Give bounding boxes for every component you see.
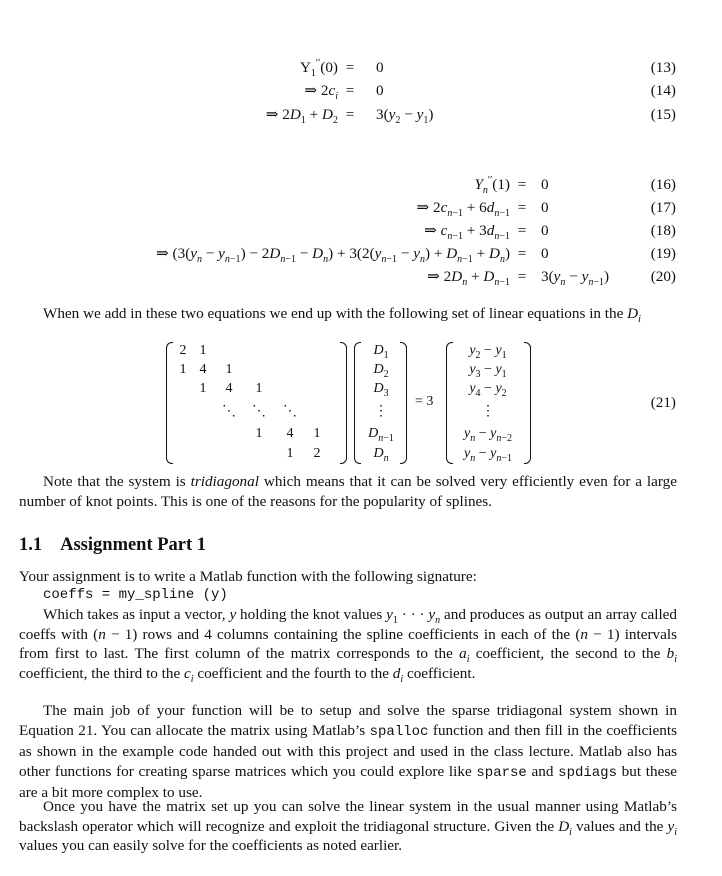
eq-lhs: ⇒ $2D_n + D_{n-1}$: [427, 268, 510, 289]
eq-rel: =: [517, 222, 527, 239]
eq-rhs: $3(y_2 - y_1)$: [376, 106, 434, 127]
matrix-a-cell: 1: [225, 362, 233, 377]
matrix-a-cell: 1: [179, 362, 187, 377]
paragraph-main-job: The main job of your function will be to setup and solve the sparse tridiagonal system shown in Equation 21. You can allocate the matrix using Matlab’s spalloc function and then fill in the coefficients as shown in the example code handed out with this project and used in the class lecture. Matlab also has other functions for creating sparse matrices which you could explore like sparse and spdiags but these are a bit more complex to use.: [19, 702, 677, 801]
equation-number: (21): [650, 394, 676, 411]
equation-number: (14): [650, 82, 676, 99]
eq-rhs: 0: [541, 245, 549, 262]
eq-rel: =: [517, 176, 527, 193]
vector-b-entry: $y_3 - y_1$: [469, 362, 507, 380]
vector-d-entry: $D_1$: [373, 343, 389, 361]
vector-d-entry: ⋮: [374, 404, 388, 419]
section-heading: [19, 535, 206, 556]
vector-d-entry: $D_n$: [373, 446, 389, 464]
vector-d-entry: $D_3$: [373, 381, 389, 399]
vector-b-entry: $y_n - y_{n-1}$: [464, 446, 512, 464]
eq-rel: =: [345, 106, 355, 123]
matrix-a-left-bracket: [166, 342, 173, 464]
matrix-a-cell: ⋱: [283, 404, 297, 419]
paragraph-linear-equations: When we add in these two equations we end up with the following set of linear equations in the $D_i$: [43, 305, 641, 326]
eq-rel: =: [517, 199, 527, 216]
code-signature: coeffs = my_spline (y): [43, 587, 228, 603]
eq-lhs: $Y_n''(1)$: [474, 174, 510, 197]
equation-number: (16): [650, 176, 676, 193]
equation-20: [0, 266, 722, 288]
equation-17: [0, 197, 722, 219]
eq-rel: =: [517, 268, 527, 285]
equation-number: (18): [650, 222, 676, 239]
section-title: Assignment Part 1: [60, 535, 207, 555]
equation-number: (17): [650, 199, 676, 216]
equation-16: [0, 174, 722, 196]
matrix-a-cell: 1: [199, 381, 207, 396]
equation-14: [0, 80, 722, 102]
matrix-a-cell: 4: [199, 362, 207, 377]
equation-15: [0, 104, 722, 126]
paragraph-assignment: Your assignment is to write a Matlab function with the following signature:: [19, 568, 477, 585]
eq-rhs: 0: [541, 176, 549, 193]
paragraph-backslash: Once you have the matrix set up you can solve the linear system in the usual manner using Matlab’s backslash operator which will recognize and exploit the tridiagonal structure. Given the $D_i$ values and the $y_i$ values you can easily solve for the coefficients as noted earlier.: [19, 798, 677, 854]
eq-rhs: 0: [541, 199, 549, 216]
matrix-a-cell: 2: [179, 343, 187, 358]
equation-number: (13): [650, 59, 676, 76]
matrix-equals: = 3: [415, 394, 434, 409]
vector-b-entry: ⋮: [481, 404, 495, 419]
vector-b-right-bracket: [524, 342, 531, 464]
paragraph-coeffs: Which takes as input a vector, y holding the knot values $y_1$ · · · $y_n$ and produces as output an array called coeffs with (n − 1) rows and 4 columns containing the spline coefficients in each of the (n − 1) intervals from first to last. The first column of the matrix corresponds to the $a_i$ coefficient, the second to the $b_i$ coefficient, the third to the $c_i$ coefficient and the fourth to the $d_i$ coefficient.: [19, 606, 678, 685]
matrix-a-cell: ⋱: [222, 404, 236, 419]
eq-rel: =: [345, 59, 355, 76]
matrix-a-cell: 4: [225, 381, 233, 396]
matrix-a-cell: ⋱: [252, 404, 266, 419]
eq-rel: =: [345, 82, 355, 99]
eq-rhs: 0: [541, 222, 549, 239]
matrix-a-cell: 1: [255, 381, 263, 396]
equation-number: (19): [650, 245, 676, 262]
eq-rhs: 0: [376, 82, 384, 99]
matrix-a-cell: 1: [286, 446, 294, 461]
vector-d-entry: $D_{n-1}$: [368, 426, 394, 444]
matrix-a-cell: 1: [255, 426, 263, 441]
vector-d-left-bracket: [354, 342, 361, 464]
equation-13: [0, 57, 722, 79]
equation-number: (20): [650, 268, 676, 285]
equation-18: [0, 220, 722, 242]
paragraph-tridiagonal: Note that the system is tridiagonal which means that it can be solved very efficiently even for a large number of knot points. This is one of the reasons for the popularity of splines.: [19, 473, 677, 510]
eq-rel: =: [517, 245, 527, 262]
equation-19: [0, 243, 722, 265]
vector-b-entry: $y_2 - y_1$: [469, 343, 507, 361]
matrix-a-right-bracket: [340, 342, 347, 464]
equation-number: (15): [650, 106, 676, 123]
eq-rhs: 0: [376, 59, 384, 76]
eq-lhs: ⇒ $c_{n-1} + 3d_{n-1}$: [424, 222, 510, 243]
vector-d-right-bracket: [400, 342, 407, 464]
eq-lhs: ⇒ $2c_{n-1} + 6d_{n-1}$: [416, 199, 510, 220]
eq-rhs: $3(y_n - y_{n-1})$: [541, 268, 610, 289]
eq-lhs: $Y_1''(0)$: [299, 57, 338, 80]
eq-lhs: ⇒ $2D_1 + D_2$: [265, 106, 338, 127]
vector-b-entry: $y_n - y_{n-2}$: [464, 426, 512, 444]
matrix-a-cell: 1: [313, 426, 321, 441]
matrix-a-cell: 1: [199, 343, 207, 358]
matrix-a-cell: 4: [286, 426, 294, 441]
matrix-a-cell: 2: [313, 446, 321, 461]
eq-lhs: ⇒ $2c_i$: [304, 82, 338, 103]
eq-lhs: ⇒ $(3(y_n - y_{n-1}) - 2D_{n-1} - D_n) + 3(2(y_{n-1} - y_n) + D_{n-1} + D_n)$: [156, 245, 510, 266]
section-number: 1.1: [19, 535, 43, 555]
vector-b-entry: $y_4 - y_2$: [469, 381, 507, 399]
vector-d-entry: $D_2$: [373, 362, 389, 380]
